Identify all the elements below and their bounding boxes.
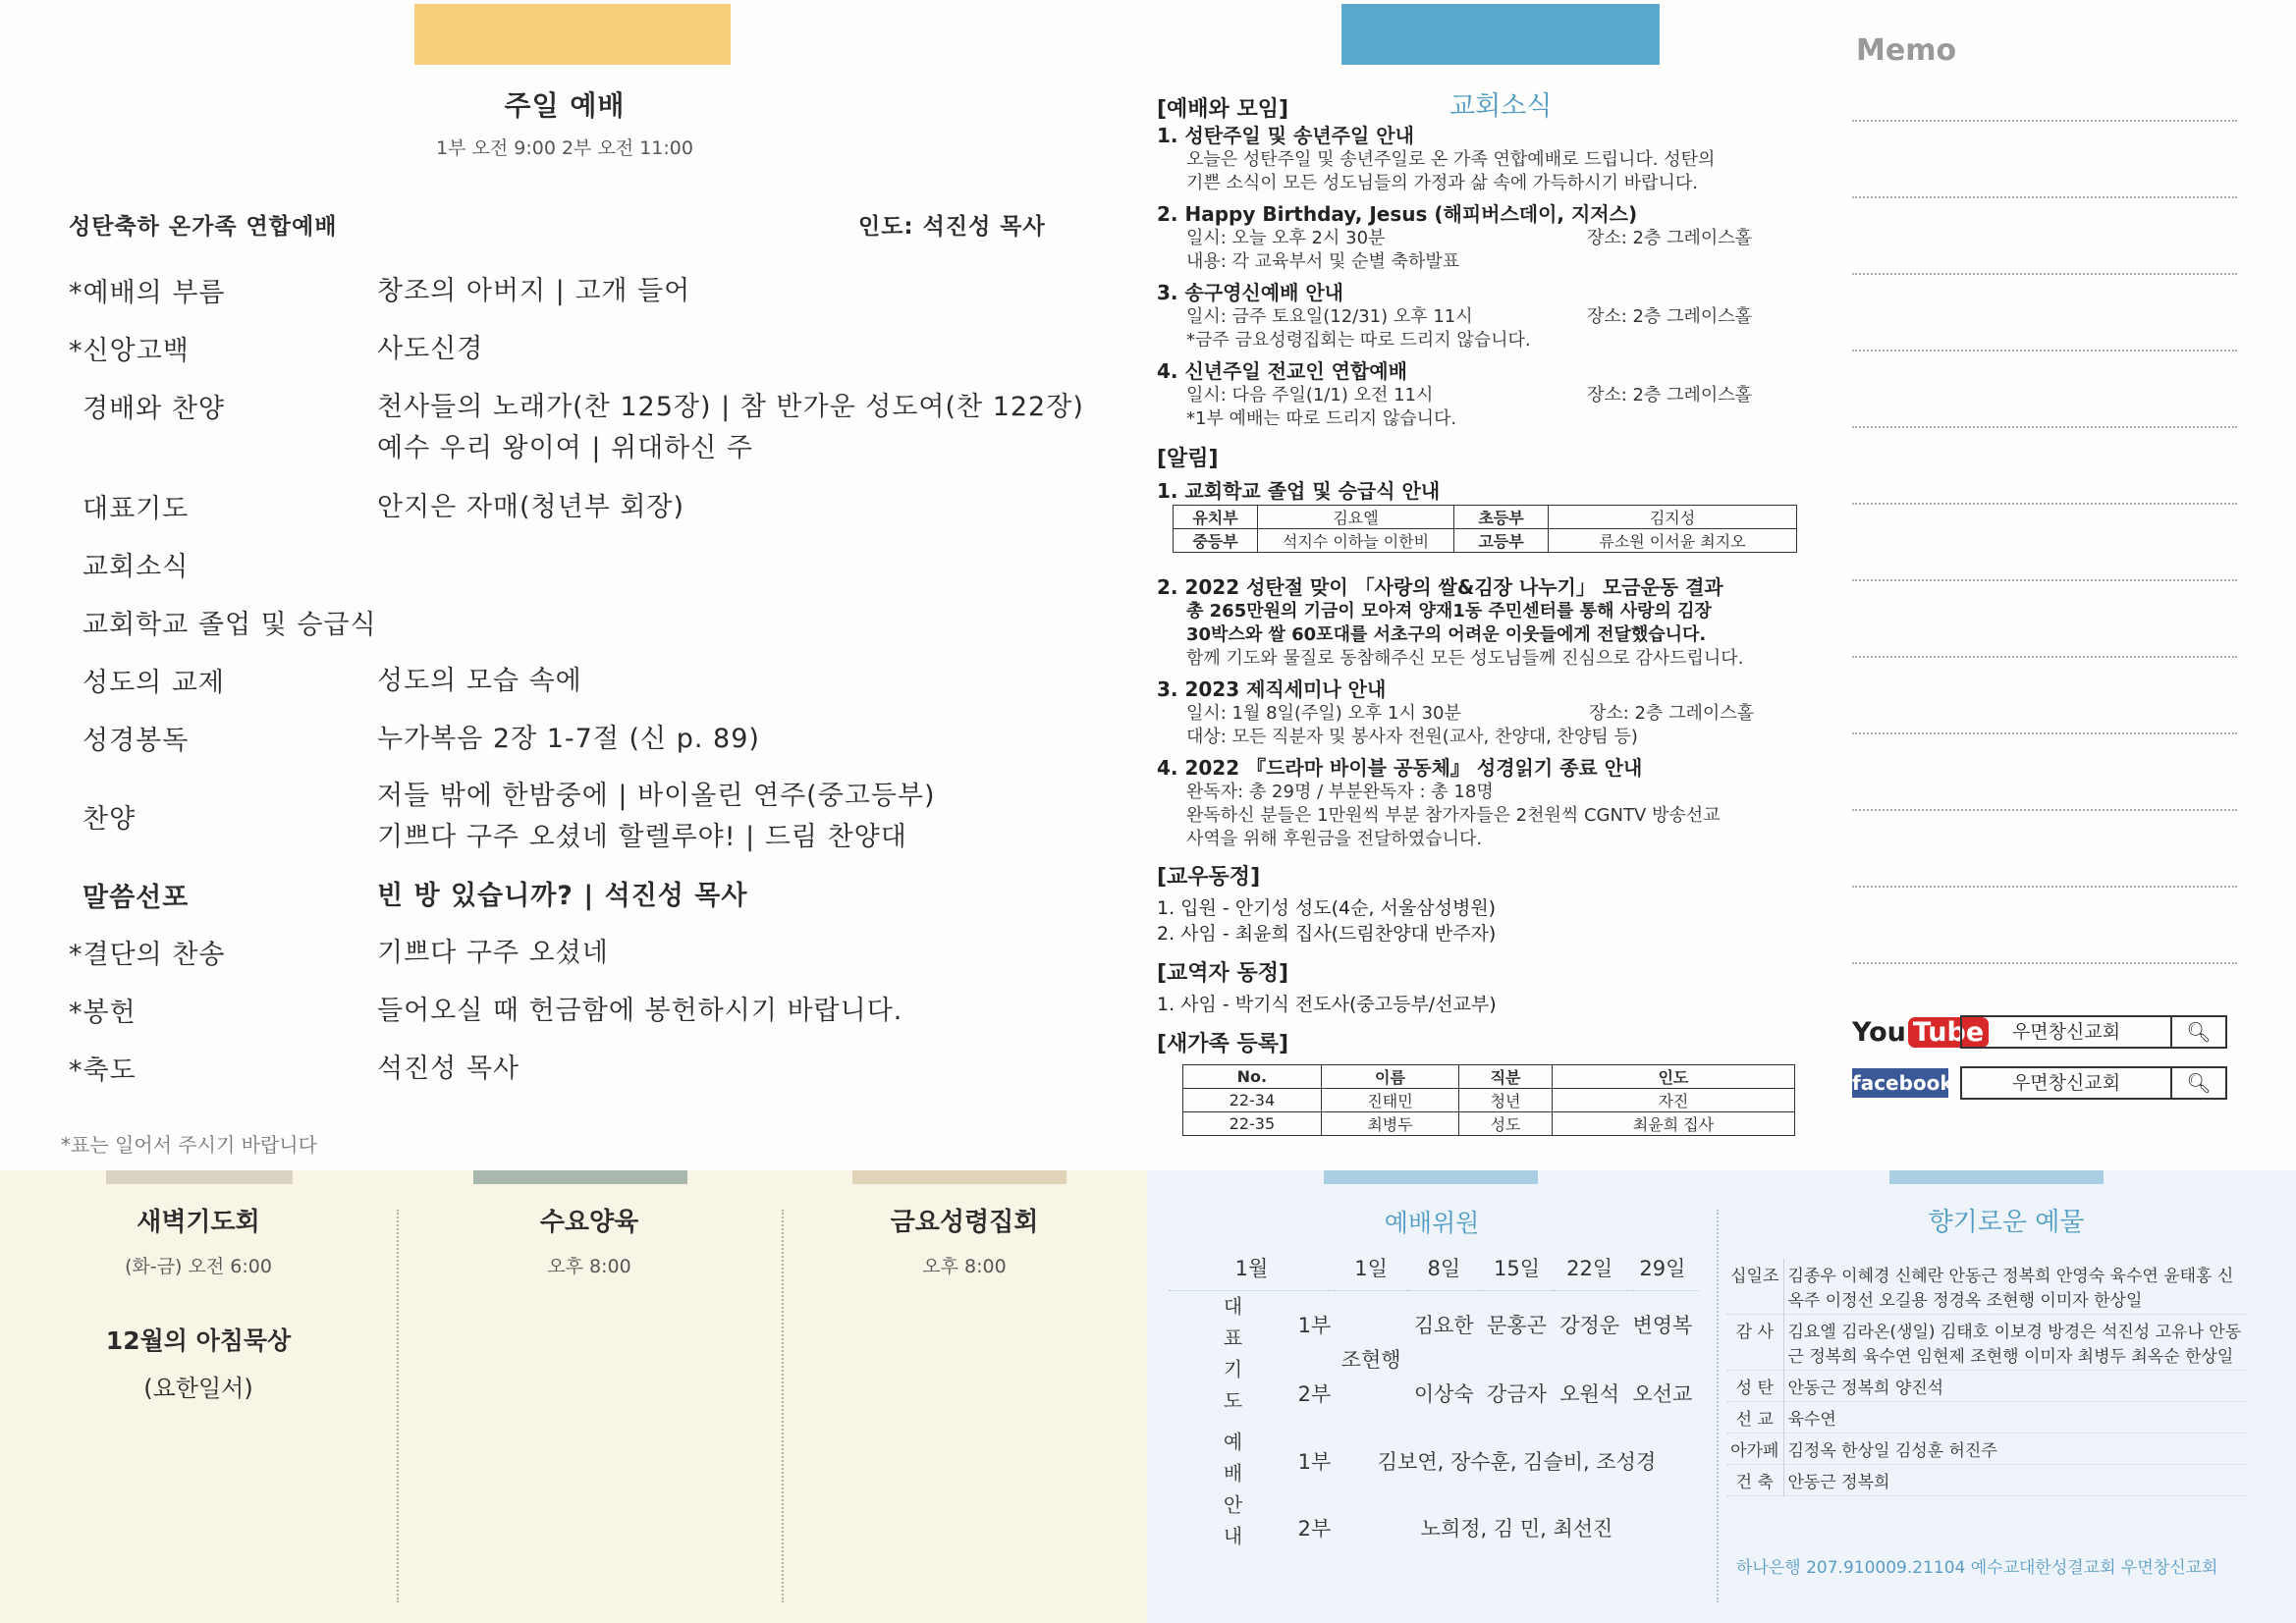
memo-title: Memo	[1856, 33, 1957, 68]
duty-roster-table	[1169, 1245, 1699, 1561]
roster-date: 8일	[1407, 1245, 1480, 1290]
memo-line	[1852, 273, 2237, 275]
order-label: 경배와 찬양	[82, 394, 225, 424]
section-heading: [예배와 모임]	[1157, 97, 1289, 122]
order-value: 들어오실 때 헌금함에 봉헌하시기 바랍니다.	[377, 996, 903, 1026]
grad-cell: 김요엘	[1258, 506, 1454, 529]
news-item: 1. 교회학교 졸업 및 승급식 안내	[1157, 479, 1441, 503]
service-leader: 인도: 석진성 목사	[858, 214, 1046, 240]
news-text: 일시: 다음 주일(1/1) 오전 11시	[1186, 385, 1434, 406]
grad-cell: 초등부	[1454, 506, 1549, 529]
news-title: 교회소식	[1449, 91, 1553, 122]
news-tab-bar	[1341, 4, 1660, 65]
news-text: 내용: 각 교육부서 및 순별 축하발표	[1186, 251, 1460, 272]
news-text: 완독자: 총 29명 / 부분완독자 : 총 18명	[1186, 782, 1494, 802]
memo-line	[1852, 656, 2237, 658]
offering-table	[1726, 1259, 2249, 1496]
youtube-tube: Tube	[1908, 1017, 1989, 1048]
news-text: 장소: 2층 그레이스홀	[1587, 385, 1753, 406]
news-item: 4. 신년주일 전교인 연합예배	[1157, 359, 1407, 383]
roster-cell: 김요한	[1413, 1314, 1474, 1338]
offering-names: 안동근 정복희 양진석	[1783, 1371, 2249, 1402]
order-value: 빈 방 있습니까? | 석진성 목사	[377, 881, 748, 911]
news-text: 대상: 모든 직분자 및 봉사자 전원(교사, 찬양대, 찬양팀 등)	[1186, 727, 1638, 747]
table-cell: 최윤희 집사	[1552, 1112, 1794, 1136]
order-label: 교회학교 졸업 및 승급식	[82, 610, 377, 640]
friday-service	[782, 1170, 1147, 1623]
news-item: 2. 2022 성탄절 맞이 「사랑의 쌀&김장 나누기」 모금운동 결과	[1157, 575, 1723, 599]
memo-line	[1852, 579, 2237, 581]
offering-kind: 건 축	[1726, 1465, 1783, 1496]
news-text: *금주 금요성령집회는 따로 드리지 않습니다.	[1186, 330, 1531, 351]
memo-line	[1852, 350, 2237, 352]
news-item: 3. 2023 제직세미나 안내	[1157, 677, 1387, 701]
order-label: *예배의 부름	[69, 278, 226, 308]
news-item: 2. Happy Birthday, Jesus (해피버스데이, 지저스)	[1157, 202, 1638, 226]
order-value: 석진성 목사	[377, 1054, 519, 1084]
grad-cell: 김지성	[1549, 506, 1797, 529]
new-family-table	[1182, 1064, 1795, 1136]
table-cell: 22-35	[1183, 1112, 1322, 1136]
roster-cell: 강정운	[1559, 1314, 1620, 1338]
facebook-search-box[interactable]	[1960, 1066, 2227, 1100]
order-label: 대표기도	[82, 494, 190, 524]
news-text: 장소: 2층 그레이스홀	[1587, 306, 1753, 327]
offering-kind: 감 사	[1726, 1315, 1783, 1371]
order-value: 천사들의 노래가(찬 125장) | 참 반가운 성도여(찬 122장)	[377, 392, 1084, 422]
order-label: 말씀선포	[82, 883, 190, 913]
table-cell: 성도	[1459, 1112, 1553, 1136]
worship-title: 주일 예배	[504, 89, 626, 122]
offering-row	[1726, 1371, 2249, 1402]
dawn-prayer	[0, 1170, 397, 1623]
table-row	[1183, 1089, 1795, 1112]
roster-cell: 김보연, 장수훈, 김슬비, 조성경	[1377, 1450, 1657, 1474]
order-value: 사도신경	[377, 334, 484, 364]
news-text: *1부 예배는 따로 드리지 않습니다.	[1186, 408, 1457, 429]
offering-row	[1726, 1259, 2249, 1315]
roster-date: 1일	[1335, 1245, 1407, 1290]
youtube-you: You	[1852, 1016, 1906, 1048]
table-header: 이름	[1321, 1065, 1458, 1089]
roster-part: 1부	[1297, 1450, 1332, 1474]
table-cell: 22-34	[1183, 1089, 1322, 1112]
offering-names: 안동근 정복희	[1783, 1465, 2249, 1496]
wednesday-title: 수요양육	[539, 1208, 639, 1237]
offering-kind: 선 교	[1726, 1402, 1783, 1434]
grad-cell: 석지수 이하늘 이한비	[1258, 529, 1454, 553]
news-text: 함께 기도와 물질로 동참해주신 모든 성도님들께 진심으로 감사드립니다.	[1186, 648, 1744, 669]
search-icon[interactable]: 🔍︎	[2170, 1068, 2225, 1098]
offering-names: 김요엘 김라온(생일) 김태호 이보경 방경은 석진성 고유나 안동근 정복희 육수연 임현제 조현행 이미자 최병두 최옥순 한상일	[1783, 1315, 2249, 1371]
grad-cell: 고등부	[1454, 529, 1549, 553]
order-label: 성경봉독	[82, 726, 190, 756]
memo-line	[1852, 886, 2237, 888]
offering-names: 육수연	[1783, 1402, 2249, 1434]
news-text: 오늘은 성탄주일 및 송년주일로 온 가족 연합예배로 드립니다. 성탄의	[1186, 149, 1716, 170]
order-label: 성도의 교제	[82, 668, 225, 698]
offering-names: 김종우 이혜경 신혜란 안동근 정복희 안영숙 육수연 윤태홍 신옥주 이정선 오길용 정경옥 조현행 이미자 한상일	[1783, 1259, 2249, 1315]
youtube-search-box[interactable]	[1960, 1015, 2227, 1049]
offering-kind: 십일조	[1726, 1259, 1783, 1315]
order-value: 기쁘다 구주 오셨네	[377, 938, 609, 968]
roster-part: 2부	[1297, 1517, 1332, 1541]
offering-row	[1726, 1315, 2249, 1371]
offering-bar	[1889, 1170, 2104, 1184]
section-heading: [교우동정]	[1157, 865, 1261, 890]
roster-part: 1부	[1297, 1314, 1332, 1338]
table-header: 직분	[1459, 1065, 1553, 1089]
news-item: 4. 2022 『드라마 바이블 공동체』 성경읽기 종료 안내	[1157, 756, 1643, 780]
order-label: 찬양	[82, 804, 137, 835]
news-text: 사역을 위해 후원금을 전달하였습니다.	[1186, 829, 1483, 849]
roster-cell: 조현행	[1340, 1348, 1401, 1373]
offering-row	[1726, 1434, 2249, 1465]
facebook-logo[interactable]: facebook	[1852, 1068, 1948, 1098]
wednesday-study	[397, 1170, 782, 1623]
duty-title: 예배위원	[1384, 1209, 1480, 1237]
order-label: *결단의 찬송	[69, 940, 226, 970]
morning-meditation-sub: (요한일서)	[143, 1375, 253, 1402]
section-heading: [알림]	[1157, 447, 1219, 471]
offering-kind: 아가페	[1726, 1434, 1783, 1465]
graduation-table	[1173, 505, 1797, 553]
search-icon[interactable]: 🔍︎	[2170, 1017, 2225, 1047]
order-value: 누가복음 2장 1-7절 (신 p. 89)	[377, 724, 760, 754]
memo-line	[1852, 503, 2237, 505]
offering-title: 향기로운 예물	[1928, 1208, 2085, 1237]
section-heading: [교역자 동정]	[1157, 961, 1289, 986]
news-text: 기쁜 소식이 모든 성도님들의 가정과 삶 속에 가득하시기 바랍니다.	[1186, 173, 1698, 193]
news-item: 2. 사임 - 최윤희 집사(드림찬양대 반주자)	[1157, 923, 1497, 945]
roster-cell: 변영복	[1632, 1314, 1693, 1338]
memo-line	[1852, 120, 2237, 122]
roster-cell: 문홍곤	[1487, 1314, 1547, 1338]
news-text: 장소: 2층 그레이스홀	[1587, 228, 1753, 248]
table-cell: 진태민	[1321, 1089, 1458, 1112]
table-header: 인도	[1552, 1065, 1794, 1089]
service-name: 성탄축하 온가족 연합예배	[69, 214, 338, 240]
table-cell: 최병두	[1321, 1112, 1458, 1136]
roster-cell: 오선교	[1632, 1382, 1693, 1406]
news-text: 30박스와 쌀 60포대를 서초구의 어려운 이웃들에게 전달했습니다.	[1186, 624, 1707, 645]
worship-tab-bar	[414, 4, 731, 65]
usher-label: 예배안내	[1220, 1432, 1243, 1557]
memo-line	[1852, 732, 2237, 734]
worship-times: 1부 오전 9:00 2부 오전 11:00	[436, 137, 693, 159]
friday-time: 오후 8:00	[922, 1256, 1007, 1277]
rep-prayer-label: 대표기도	[1220, 1296, 1243, 1423]
roster-date: 22일	[1554, 1245, 1626, 1290]
news-item: 1. 사임 - 박기식 전도사(중고등부/선교부)	[1157, 994, 1497, 1015]
dawn-time: (화-금) 오전 6:00	[125, 1256, 272, 1277]
memo-line	[1852, 426, 2237, 428]
news-item: 1. 성탄주일 및 송년주일 안내	[1157, 124, 1414, 147]
roster-cell: 노희정, 김 민, 최선진	[1420, 1517, 1613, 1541]
order-value: 저들 밖에 한밤중에 | 바이올린 연주(중고등부)	[377, 781, 936, 811]
news-text: 일시: 1월 8일(주일) 오후 1시 30분	[1186, 703, 1461, 724]
order-label: *봉헌	[69, 998, 137, 1028]
order-value: 창조의 아버지 | 고개 들어	[377, 276, 691, 306]
news-text: 장소: 2층 그레이스홀	[1589, 703, 1755, 724]
order-value: 안지은 자매(청년부 회장)	[377, 492, 685, 522]
news-item: 1. 입원 - 안기성 성도(4순, 서울삼성병원)	[1157, 897, 1497, 919]
friday-title: 금요성령집회	[890, 1208, 1039, 1237]
facebook-search-text: 우면창신교회	[2011, 1072, 2121, 1094]
order-label: *신앙고백	[69, 336, 190, 366]
order-value: 예수 우리 왕이여 | 위대하신 주	[377, 433, 753, 463]
grad-cell: 유치부	[1174, 506, 1258, 529]
offering-names: 김정옥 한상일 김성훈 허진주	[1783, 1434, 2249, 1465]
grad-cell: 류소원 이서윤 최지오	[1549, 529, 1797, 553]
memo-line	[1852, 809, 2237, 811]
morning-meditation-title: 12월의 아침묵상	[105, 1326, 292, 1355]
memo-line	[1852, 196, 2237, 198]
table-cell: 청년	[1459, 1089, 1553, 1112]
bank-account: 하나은행 207.910009.21104 예수교대한성결교회 우면창신교회	[1736, 1558, 2218, 1578]
roster-date: 29일	[1626, 1245, 1699, 1290]
roster-cell: 이상숙	[1413, 1382, 1474, 1406]
roster-month: 1월	[1169, 1245, 1335, 1290]
table-row	[1183, 1112, 1795, 1136]
offering-kind: 성 탄	[1726, 1371, 1783, 1402]
offering-row	[1726, 1465, 2249, 1496]
news-text: 완독하신 분들은 1만원씩 부분 참가자들은 2천원씩 CGNTV 방송선교	[1186, 805, 1721, 826]
section-heading: [새가족 등록]	[1157, 1032, 1289, 1056]
schedule-band	[0, 1170, 1147, 1623]
order-value: 성도의 모습 속에	[377, 666, 582, 696]
wednesday-time: 오후 8:00	[547, 1256, 631, 1277]
grad-cell: 중등부	[1174, 529, 1258, 553]
order-label: *축도	[69, 1055, 137, 1086]
standing-footnote: *표는 일어서 주시기 바랍니다	[61, 1133, 317, 1157]
news-item: 3. 송구영신예배 안내	[1157, 281, 1343, 304]
order-label: 교회소식	[82, 552, 190, 582]
duty-bar	[1324, 1170, 1538, 1184]
table-cell: 자진	[1552, 1089, 1794, 1112]
youtube-search-text: 우면창신교회	[2011, 1021, 2121, 1043]
offering-row	[1726, 1402, 2249, 1434]
memo-line	[1852, 962, 2237, 964]
roster-cell: 강금자	[1487, 1382, 1547, 1406]
dawn-title: 새벽기도회	[137, 1208, 260, 1237]
order-value: 기쁘다 구주 오셨네 할렐루야! | 드림 찬양대	[377, 822, 907, 852]
roster-cell: 오원석	[1559, 1382, 1620, 1406]
news-text: 일시: 오늘 오후 2시 30분	[1186, 228, 1386, 248]
table-header: No.	[1183, 1065, 1322, 1089]
roster-part: 2부	[1297, 1382, 1332, 1406]
news-text: 총 265만원의 기금이 모아져 양재1동 주민센터를 통해 사랑의 김장	[1186, 601, 1712, 622]
roster-date: 15일	[1480, 1245, 1553, 1290]
news-text: 일시: 금주 토요일(12/31) 오후 11시	[1186, 306, 1473, 327]
